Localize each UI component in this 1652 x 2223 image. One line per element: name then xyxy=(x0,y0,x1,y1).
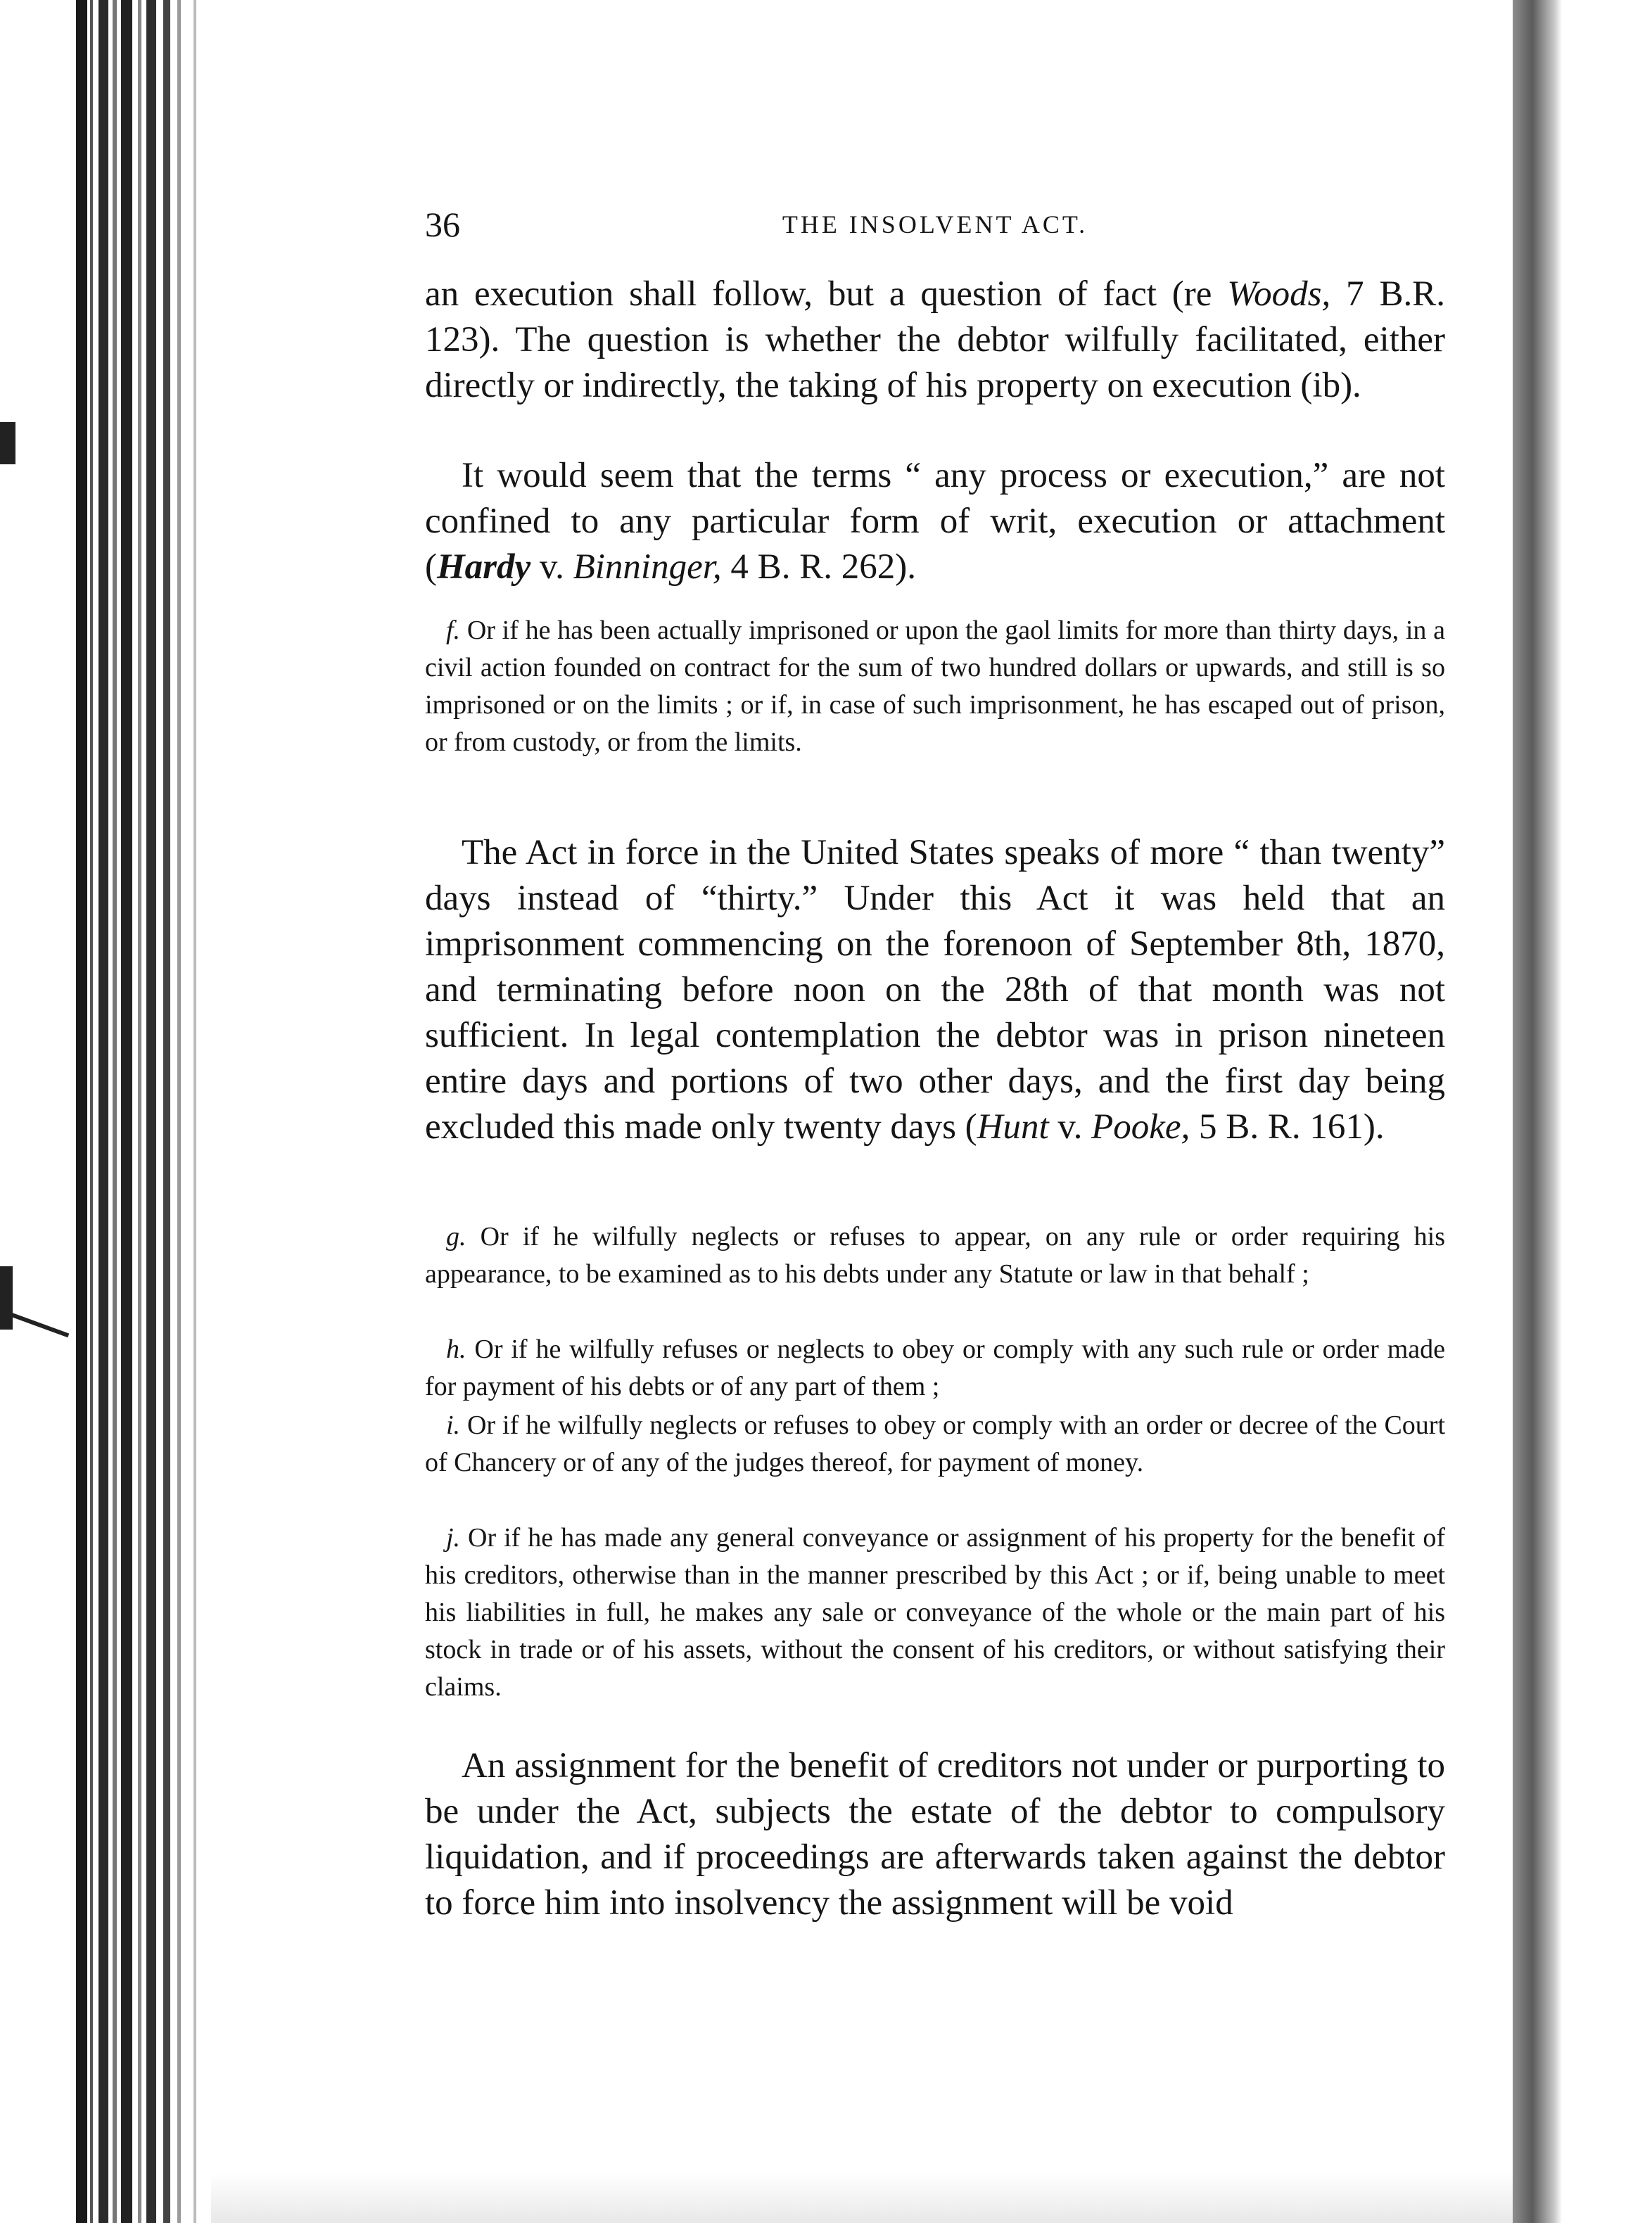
text-run: 4 B. R. 262). xyxy=(721,547,916,587)
gutter-line xyxy=(146,0,156,2223)
gutter-line xyxy=(99,0,108,2223)
clause-letter: f. xyxy=(446,616,461,645)
binding-gutter xyxy=(0,0,211,2223)
case-name: Binninger, xyxy=(573,547,722,587)
clause-text: Or if he wilfully refuses or neglects to obey or comply with any such rule or order made for payment of his debts or of any part of them ; xyxy=(425,1335,1445,1401)
statute-clause-f xyxy=(425,612,1445,761)
clause-letter: i. xyxy=(446,1410,461,1440)
clause-text: Or if he wilfully neglects or refuses to obey or comply with an order or decree of the Court of Chancery or of any of the judges thereof, for payment of money. xyxy=(425,1410,1445,1477)
gutter-line xyxy=(76,0,87,2223)
gutter-line xyxy=(138,0,141,2223)
text-run: 7 B.R. 123). The question is whether the debtor wilfully facilitated, either directly or indirectly, the taking of his property on execution (ib). xyxy=(425,274,1445,405)
page-fold-shadow xyxy=(1513,0,1562,2223)
paragraph-assignment: An assignment for the benefit of creditors not under or purporting to be under the Act, subjects the estate of the debtor to compulsory liquidation, and if proceedings are afterwards taken against the debtor to force him into insolvency the assignment will be void xyxy=(425,1746,1445,1923)
case-name: Woods, xyxy=(1227,274,1331,314)
text-run: v. xyxy=(530,547,573,587)
clause-letter: j. xyxy=(446,1523,461,1553)
clause-letter: h. xyxy=(446,1335,466,1364)
text-run: The Act in force in the United States speaks of more “ than twenty” days instead of “thirty.” Under this Act it was held that an imprisonment commencing on the forenoon of September 8th, 1870, and terminating before noon on the 28th of that month was not sufficient. In legal contemplation the debtor was in prison nineteen entire days and portions of two other days, and the first day being excluded this made only twenty days ( xyxy=(425,833,1445,1147)
gutter-line xyxy=(163,0,170,2223)
clause-text: Or if he wilfully neglects or refuses to appear, on any rule or order requiring his appearance, to be examined as to his debts under any Statute or law in that behalf ; xyxy=(425,1222,1445,1289)
clause-letter: g. xyxy=(446,1222,466,1251)
scan-speck xyxy=(0,1266,13,1330)
running-head: THE INSOLVENT ACT. xyxy=(782,210,1088,238)
paragraph-hardy xyxy=(425,453,1445,590)
case-name: Hunt xyxy=(977,1107,1049,1147)
gutter-line xyxy=(121,0,132,2223)
text-run: 5 B. R. 161). xyxy=(1190,1107,1385,1147)
scan-speck xyxy=(8,1312,70,1337)
gutter-line xyxy=(177,0,181,2223)
statute-clause-j xyxy=(425,1520,1445,1706)
statute-clause-h xyxy=(425,1331,1445,1406)
scan-speck xyxy=(0,422,15,464)
paragraph-hunt xyxy=(425,830,1445,1150)
clause-text: Or if he has made any general conveyance or assignment of his property for the benefit of his creditors, otherwise than in the manner prescribed by this Act ; or if, being unable to meet his liabilities in full, he makes any sale or conveyance of the whole or the main part of his stock in trade or of his assets, without the consent of his creditors, or without satisfying their claims. xyxy=(425,1523,1445,1702)
page-bottom-edge xyxy=(211,2174,1513,2223)
text-run: It would seem that the terms “ any process or execution,” are not confined to any particular form of writ, execution or attachment ( xyxy=(425,456,1445,587)
gutter-line xyxy=(113,0,117,2223)
paragraph-woods xyxy=(425,272,1445,409)
statute-clause-i xyxy=(425,1407,1445,1482)
case-name: Pooke, xyxy=(1091,1107,1190,1147)
case-name: Hardy xyxy=(436,547,531,587)
clause-text: Or if he has been actually imprisoned or upon the gaol limits for more than thirty days, in a civil action founded on contract for the sum of two hundred dollars or upwards, and still is so imprisoned or on the limits ; or if, in case of such imprisonment, he has escaped out of prison, or from custody, or from the limits. xyxy=(425,616,1445,757)
text-run: v. xyxy=(1048,1107,1092,1147)
page-number: 36 xyxy=(425,205,460,244)
page-header xyxy=(425,204,1445,246)
gutter-line xyxy=(90,0,93,2223)
gutter-line xyxy=(193,0,196,2223)
statute-clause-g xyxy=(425,1218,1445,1293)
text-run: an execution shall follow, but a question of fact (re xyxy=(425,274,1228,314)
